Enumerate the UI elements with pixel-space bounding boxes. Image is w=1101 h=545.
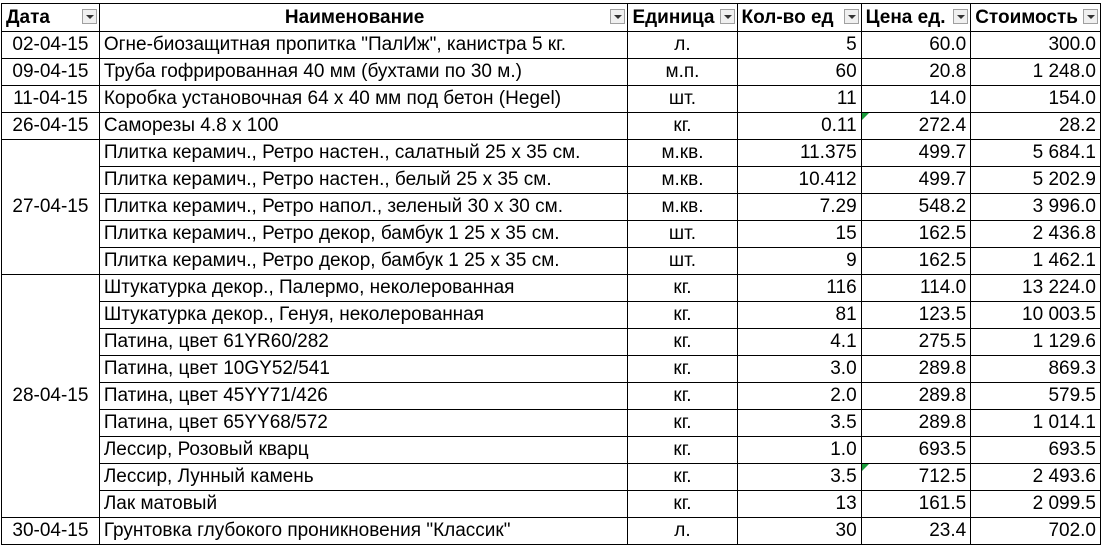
- cell-cost[interactable]: 300.0: [971, 32, 1101, 59]
- cell-unit[interactable]: кг.: [628, 464, 737, 491]
- table-row: [2, 248, 1101, 275]
- cell-name[interactable]: Лак матовый: [99, 491, 628, 518]
- header-date-label: Дата: [6, 6, 50, 28]
- cell-unit[interactable]: кг.: [628, 329, 737, 356]
- cell-qty[interactable]: 3.5: [737, 410, 861, 437]
- cell-cost[interactable]: 1 462.1: [971, 248, 1101, 275]
- cell-qty[interactable]: 1.0: [737, 437, 861, 464]
- cell-price[interactable]: 272.4: [861, 113, 971, 140]
- table-row: [2, 32, 1101, 59]
- cell-cost[interactable]: 579.5: [971, 383, 1101, 410]
- cell-name[interactable]: Патина, цвет 10GY52/541: [99, 356, 628, 383]
- cell-unit[interactable]: кг.: [628, 275, 737, 302]
- cell-qty[interactable]: 2.0: [737, 383, 861, 410]
- table-row: [2, 59, 1101, 86]
- cell-price[interactable]: 162.5: [861, 221, 971, 248]
- cell-name[interactable]: Штукатурка декор., Генуя, неколерованная: [99, 302, 628, 329]
- cell-unit[interactable]: шт.: [628, 248, 737, 275]
- cell-price[interactable]: 14.0: [861, 86, 971, 113]
- header-qty: [737, 4, 861, 32]
- cell-name[interactable]: Плитка керамич., Ретро декор, бамбук 1 25 х 35 см.: [99, 221, 628, 248]
- cell-unit[interactable]: шт.: [628, 86, 737, 113]
- filter-dropdown-icon[interactable]: [610, 9, 625, 24]
- cell-qty[interactable]: 11.375: [737, 140, 861, 167]
- cell-price[interactable]: 499.7: [861, 140, 971, 167]
- cell-qty[interactable]: 3.0: [737, 356, 861, 383]
- cell-qty[interactable]: 5: [737, 32, 861, 59]
- header-cost-label: Стоимость: [975, 6, 1078, 28]
- table-row: [2, 383, 1101, 410]
- cell-date[interactable]: 11-04-15: [2, 86, 100, 113]
- cell-cost[interactable]: 1 129.6: [971, 329, 1101, 356]
- table-row: [2, 140, 1101, 167]
- header-date: [2, 4, 100, 32]
- cell-unit[interactable]: кг.: [628, 302, 737, 329]
- table-row: [2, 221, 1101, 248]
- cell-name[interactable]: Штукатурка декор., Палермо, неколерованная: [99, 275, 628, 302]
- cell-date[interactable]: 02-04-15: [2, 32, 100, 59]
- cell-qty[interactable]: 3.5: [737, 464, 861, 491]
- table-row: [2, 410, 1101, 437]
- cell-price[interactable]: 114.0: [861, 275, 971, 302]
- cell-unit[interactable]: кг.: [628, 356, 737, 383]
- cell-price[interactable]: 499.7: [861, 167, 971, 194]
- cell-cost[interactable]: 1 014.1: [971, 410, 1101, 437]
- header-price: [861, 4, 971, 32]
- cell-unit[interactable]: кг.: [628, 113, 737, 140]
- cell-name[interactable]: Коробка установочная 64 х 40 мм под бетон (Hegel): [99, 86, 628, 113]
- cell-price[interactable]: 162.5: [861, 248, 971, 275]
- cell-price[interactable]: 289.8: [861, 410, 971, 437]
- header-unit-label: Единица: [632, 6, 715, 28]
- cell-cost[interactable]: 869.3: [971, 356, 1101, 383]
- filter-dropdown-icon[interactable]: [1083, 9, 1098, 24]
- table-row: [2, 167, 1101, 194]
- table-row: [2, 302, 1101, 329]
- table-row: [2, 275, 1101, 302]
- cell-price[interactable]: 712.5: [861, 464, 971, 491]
- cell-name[interactable]: Плитка керамич., Ретро настен., белый 25 х 35 см.: [99, 167, 628, 194]
- cell-cost[interactable]: 10 003.5: [971, 302, 1101, 329]
- table-row: [2, 491, 1101, 518]
- filter-dropdown-icon[interactable]: [953, 9, 968, 24]
- cell-price[interactable]: 289.8: [861, 356, 971, 383]
- cell-qty[interactable]: 60: [737, 59, 861, 86]
- filter-dropdown-icon[interactable]: [720, 9, 735, 24]
- cell-qty[interactable]: 13: [737, 491, 861, 518]
- cell-qty[interactable]: 0.11: [737, 113, 861, 140]
- cell-qty[interactable]: 116: [737, 275, 861, 302]
- cell-cost[interactable]: 28.2: [971, 113, 1101, 140]
- cell-name[interactable]: Плитка керамич., Ретро напол., зеленый 30 х 30 см.: [99, 194, 628, 221]
- cell-unit[interactable]: шт.: [628, 221, 737, 248]
- header-row: [2, 4, 1101, 32]
- cell-date-merged[interactable]: 28-04-15: [2, 275, 100, 518]
- cell-unit[interactable]: кг.: [628, 491, 737, 518]
- table-row: [2, 437, 1101, 464]
- cell-qty[interactable]: 30: [737, 518, 861, 545]
- cell-date[interactable]: 26-04-15: [2, 113, 100, 140]
- cell-name[interactable]: Огне-биозащитная пропитка "ПалИж", канистра 5 кг.: [99, 32, 628, 59]
- cell-name[interactable]: Патина, цвет 65YY68/572: [99, 410, 628, 437]
- cell-qty[interactable]: 9: [737, 248, 861, 275]
- cell-unit[interactable]: кг.: [628, 383, 737, 410]
- cell-price[interactable]: 289.8: [861, 383, 971, 410]
- cell-unit[interactable]: л.: [628, 518, 737, 545]
- table-row: [2, 518, 1101, 545]
- cell-name[interactable]: Патина, цвет 45YY71/426: [99, 383, 628, 410]
- filter-dropdown-icon[interactable]: [82, 9, 97, 24]
- cell-cost[interactable]: 702.0: [971, 518, 1101, 545]
- cell-cost[interactable]: 13 224.0: [971, 275, 1101, 302]
- cell-name[interactable]: Лессир, Лунный камень: [99, 464, 628, 491]
- cell-cost[interactable]: 1 248.0: [971, 59, 1101, 86]
- cell-unit[interactable]: кг.: [628, 410, 737, 437]
- cell-cost[interactable]: 2 493.6: [971, 464, 1101, 491]
- cell-price[interactable]: 123.5: [861, 302, 971, 329]
- cell-date[interactable]: 30-04-15: [2, 518, 100, 545]
- cell-price[interactable]: 161.5: [861, 491, 971, 518]
- table-row: [2, 113, 1101, 140]
- cell-name[interactable]: Плитка керамич., Ретро настен., салатный 25 х 35 см.: [99, 140, 628, 167]
- cell-unit[interactable]: л.: [628, 32, 737, 59]
- header-qty-label: Кол-во ед: [741, 6, 834, 28]
- table-row: [2, 194, 1101, 221]
- cell-qty[interactable]: 81: [737, 302, 861, 329]
- data-table: [1, 3, 1101, 545]
- cell-price[interactable]: 275.5: [861, 329, 971, 356]
- cell-name[interactable]: Саморезы 4.8 х 100: [99, 113, 628, 140]
- cell-cost[interactable]: 3 996.0: [971, 194, 1101, 221]
- table-row: [2, 329, 1101, 356]
- header-price-label: Цена ед.: [865, 6, 946, 28]
- cell-qty[interactable]: 10.412: [737, 167, 861, 194]
- header-cost: [971, 4, 1101, 32]
- cell-cost[interactable]: 154.0: [971, 86, 1101, 113]
- cell-price[interactable]: 20.8: [861, 59, 971, 86]
- table-row: [2, 464, 1101, 491]
- cell-unit[interactable]: м.п.: [628, 59, 737, 86]
- table-row: [2, 86, 1101, 113]
- filter-dropdown-icon[interactable]: [844, 9, 859, 24]
- cell-unit[interactable]: м.кв.: [628, 140, 737, 167]
- header-unit: [628, 4, 737, 32]
- cell-name[interactable]: Плитка керамич., Ретро декор, бамбук 1 25 х 35 см.: [99, 248, 628, 275]
- cell-cost[interactable]: 2 436.8: [971, 221, 1101, 248]
- cell-price[interactable]: 60.0: [861, 32, 971, 59]
- cell-cost[interactable]: 5 684.1: [971, 140, 1101, 167]
- cell-qty[interactable]: 11: [737, 86, 861, 113]
- cell-price[interactable]: 548.2: [861, 194, 971, 221]
- cell-unit[interactable]: м.кв.: [628, 167, 737, 194]
- header-name: [99, 4, 628, 32]
- cell-qty[interactable]: 15: [737, 221, 861, 248]
- cell-name[interactable]: Грунтовка глубокого проникновения "Классик": [99, 518, 628, 545]
- cell-qty[interactable]: 4.1: [737, 329, 861, 356]
- header-name-label: Наименование: [284, 6, 425, 28]
- cell-date[interactable]: 09-04-15: [2, 59, 100, 86]
- cell-cost[interactable]: 693.5: [971, 437, 1101, 464]
- cell-date-merged[interactable]: 27-04-15: [2, 140, 100, 275]
- cell-price[interactable]: 23.4: [861, 518, 971, 545]
- cell-unit[interactable]: м.кв.: [628, 194, 737, 221]
- cell-cost[interactable]: 2 099.5: [971, 491, 1101, 518]
- cell-unit[interactable]: кг.: [628, 437, 737, 464]
- cell-price[interactable]: 693.5: [861, 437, 971, 464]
- cell-name[interactable]: Труба гофрированная 40 мм (бухтами по 30 м.): [99, 59, 628, 86]
- cell-name[interactable]: Лессир, Розовый кварц: [99, 437, 628, 464]
- table-row: [2, 356, 1101, 383]
- cell-name[interactable]: Патина, цвет 61YR60/282: [99, 329, 628, 356]
- cell-qty[interactable]: 7.29: [737, 194, 861, 221]
- cell-cost[interactable]: 5 202.9: [971, 167, 1101, 194]
